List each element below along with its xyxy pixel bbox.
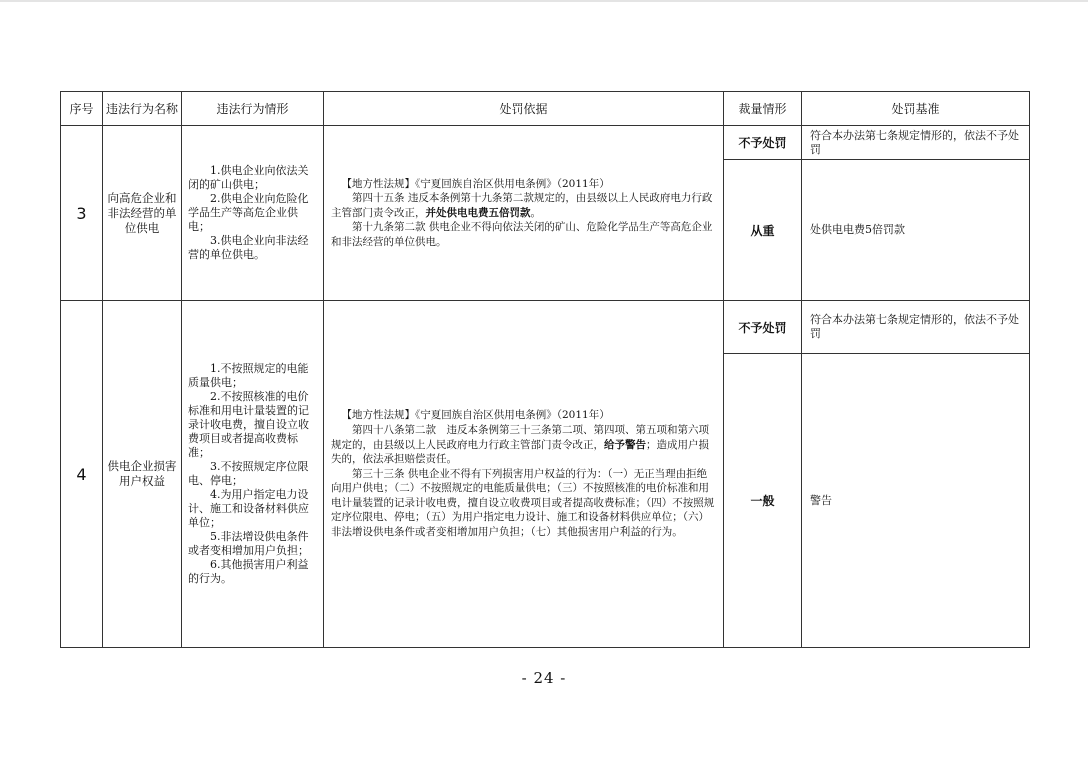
standard-cell: 处供电电费5倍罚款 xyxy=(802,160,1030,301)
situation-item: 1.供电企业向依法关闭的矿山供电； xyxy=(188,164,309,191)
standard-cell: 符合本办法第七条规定情形的，依法不予处罚 xyxy=(802,126,1030,160)
header-seq: 序号 xyxy=(61,92,103,126)
header-name: 违法行为名称 xyxy=(103,92,182,126)
scan-top-edge xyxy=(0,0,1088,2)
header-standard: 处罚基准 xyxy=(802,92,1030,126)
discretion-cell: 不予处罚 xyxy=(724,301,802,354)
basis-article: 第四十五条 违反本条例第十九条第二款规定的，由县级以上人民政府电力行政主管部门责令改正，并处供电电费五倍罚款。 xyxy=(331,192,713,219)
basis-article: 第四十八条第二款 违反本条例第三十三条第二项、第四项、第五项和第六项规定的，由县级以上人民政府电力行政主管部门责令改正，给予警告；造成用户损失的，依法承担赔偿责任。 xyxy=(331,423,709,466)
header-basis: 处罚依据 xyxy=(324,92,724,126)
situation-item: 5.非法增设供电条件或者变相增加用户负担； xyxy=(188,530,309,557)
row-situations xyxy=(182,126,324,301)
page-number: - 24 - xyxy=(521,669,567,687)
basis-law: 【地方性法规】《宁夏回族自治区供用电条例》（2011年） xyxy=(341,177,610,190)
row-basis xyxy=(324,301,724,648)
table-row xyxy=(61,126,1030,160)
situation-item: 2.供电企业向危险化学品生产等高危企业供电； xyxy=(188,192,309,233)
situation-item: 6.其他损害用户利益的行为。 xyxy=(188,558,309,585)
row-situations xyxy=(182,301,324,648)
situation-item: 2.不按照核准的电价标准和用电计量装置的记录计收电费，擅自设立收费项目或者提高收费标准； xyxy=(188,390,309,459)
standard-cell: 警告 xyxy=(802,354,1030,648)
row-basis xyxy=(324,126,724,301)
basis-penalty-bold: 并处供电电费五倍罚款 xyxy=(425,206,531,219)
situation-item: 3.不按照规定序位限电、停电； xyxy=(188,460,309,487)
header-discretion: 裁量情形 xyxy=(724,92,802,126)
standard-cell: 符合本办法第七条规定情形的，依法不予处罚 xyxy=(802,301,1030,354)
situation-item: 3.供电企业向非法经营的单位供电。 xyxy=(188,234,309,261)
discretion-cell: 一般 xyxy=(724,354,802,648)
basis-reference: 第三十三条 供电企业不得有下列损害用户权益的行为：（一）无正当理由拒绝向用户供电；（二）不按照规定的电能质量供电；（三）不按照核准的电价标准和用电计量装置的记录计收电费，擅自设立收费项目或者提高收费标准；（四）不按照规定序位限电、停电；（五）为用户指定电力设计、施工和设备材料供应单位；（六）非法增设供电条件或者变相增加用户负担；（七）其他损害用户利益的行为。 xyxy=(331,467,715,539)
penalty-table xyxy=(60,91,1030,648)
situation-item: 1.不按照规定的电能质量供电； xyxy=(188,362,309,389)
discretion-cell: 从重 xyxy=(724,160,802,301)
situation-item: 4.为用户指定电力设计、施工和设备材料供应单位； xyxy=(188,488,309,529)
row-name: 向高危企业和非法经营的单位供电 xyxy=(103,126,182,301)
basis-reference: 第十九条第二款 供电企业不得向依法关闭的矿山、危险化学品生产等高危企业和非法经营的单位供电。 xyxy=(331,221,713,248)
table-row xyxy=(61,301,1030,354)
discretion-cell: 不予处罚 xyxy=(724,126,802,160)
row-seq: 4 xyxy=(61,301,103,648)
row-seq: 3 xyxy=(61,126,103,301)
header-situation: 违法行为情形 xyxy=(182,92,324,126)
table-header-row xyxy=(61,92,1030,126)
basis-law: 【地方性法规】《宁夏回族自治区供用电条例》（2011年） xyxy=(341,409,610,422)
row-name: 供电企业损害用户权益 xyxy=(103,301,182,648)
basis-penalty-bold: 给予警告 xyxy=(604,438,646,451)
